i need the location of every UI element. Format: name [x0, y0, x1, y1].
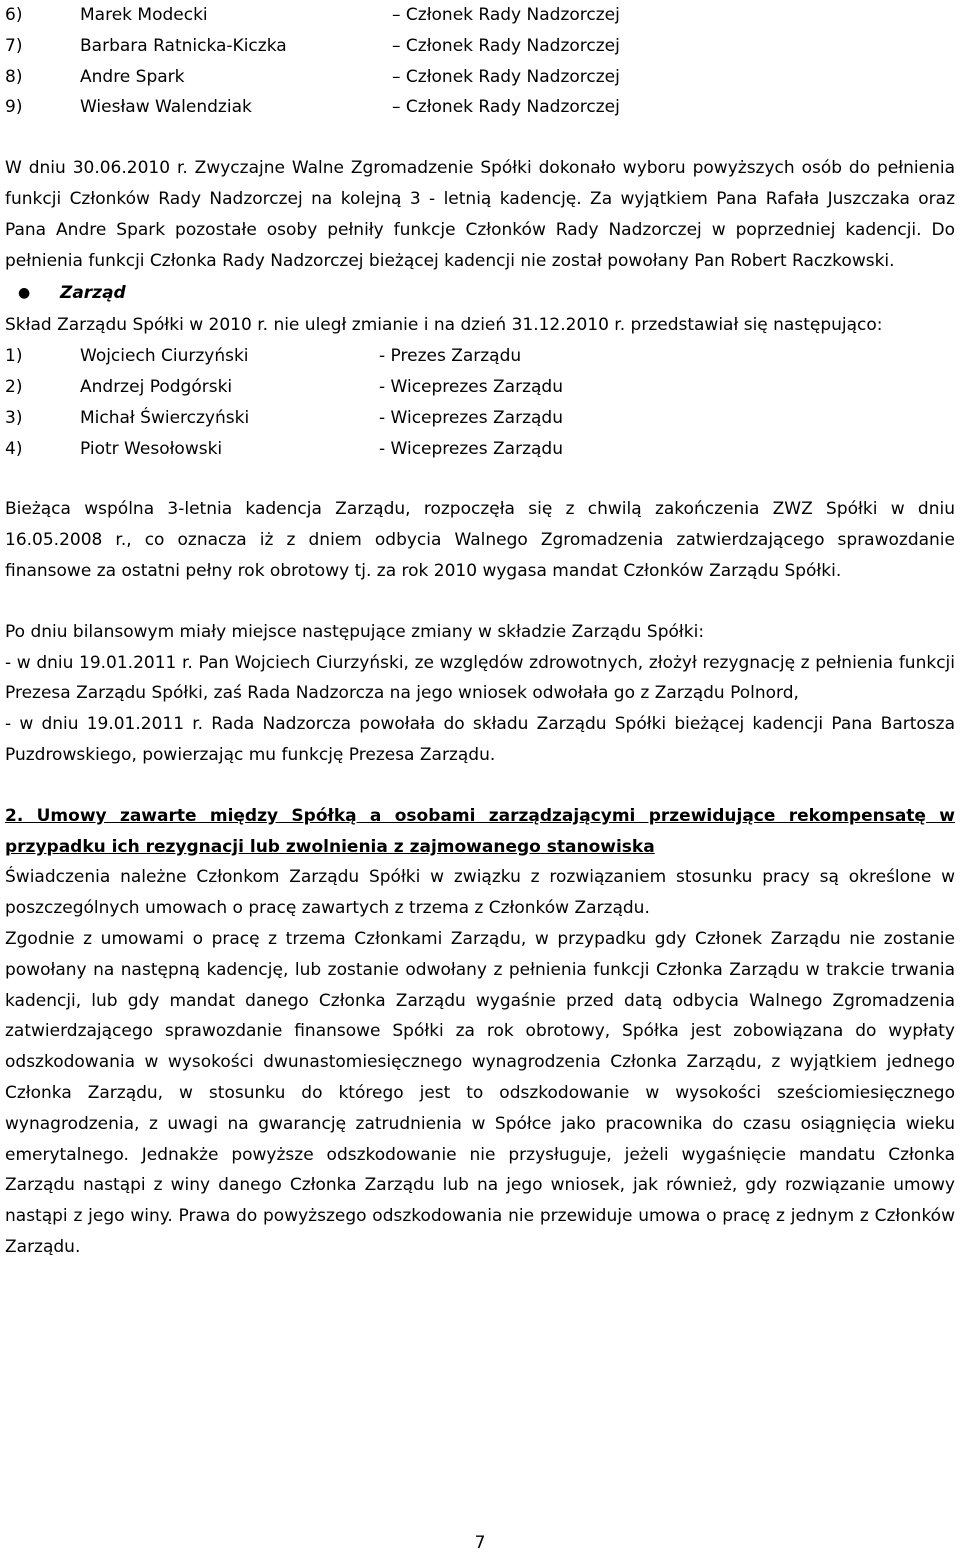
member-name: Piotr Wesołowski: [80, 438, 223, 459]
list-number: 9): [5, 97, 23, 118]
list-item: [5, 92, 955, 123]
member-name: Andrzej Podgórski: [80, 376, 233, 397]
member-role: – Członek Rady Nadzorczej: [392, 5, 620, 25]
list-number: 2): [5, 376, 23, 397]
member-role: - Prezes Zarządu: [379, 346, 522, 367]
member-role: - Wiceprezes Zarządu: [379, 376, 563, 397]
paragraph-rada-election: W dniu 30.06.2010 r. Zwyczajne Walne Zgromadzenie Spółki dokonało wyboru powyższych osób do pełnienia funkcji Członków Rady Nadzorczej na kolejną 3 - letnią kadencję. Za wyjątkiem Pana Rafała Juszczaka oraz Pana Andre Spark pozostałe osoby pełniły funkcje Członków Rady Nadzorczej w poprzedniej kadencji. Do pełnienia funkcji Członka Rady Nadzorczej bieżącej kadencji nie został powołany Pan Robert Raczkowski.: [5, 158, 955, 271]
member-role: – Członek Rady Nadzorczej: [392, 97, 620, 118]
paragraph-term: Bieżąca wspólna 3-letnia kadencja Zarządu, rozpoczęła się z chwilą zakończenia ZWZ Spółki w dniu 16.05.2008 r., co oznacza iż z dniem odbycia Walnego Zgromadzenia zatwierdzającego sprawozdanie finansowe za ostatni pełny rok obrotowy tj. za rok 2010 wygasa mandat Członków Zarządu Spółki.: [5, 499, 955, 581]
section-heading-zarzad: Zarząd: [60, 282, 126, 303]
bullet-heading-row: [5, 276, 955, 310]
paragraph-benefits: Świadczenia należne Członkom Zarządu Spółki w związku z rozwiązaniem stosunku pracy są określone w poszczególnych umowach o pracę zawartych z trzema z Członków Zarządu.: [5, 867, 955, 919]
member-role: - Wiceprezes Zarządu: [379, 407, 563, 428]
list-item: [5, 31, 955, 62]
list-item: [5, 434, 955, 465]
member-name: Michał Świerczyński: [80, 407, 250, 428]
management-list: [5, 341, 955, 464]
list-number: 7): [5, 35, 23, 56]
document-page: [5, 0, 955, 1263]
list-item: [5, 403, 955, 434]
paragraph-changes-intro: Po dniu bilansowym miały miejsce następujące zmiany w składzie Zarządu Spółki:: [5, 621, 705, 642]
list-number: 8): [5, 66, 23, 87]
member-name: Wojciech Ciurzyński: [80, 346, 249, 367]
list-item: [5, 0, 955, 31]
member-role: – Członek Rady Nadzorczej: [392, 66, 620, 87]
member-name: Wiesław Walendziak: [80, 97, 252, 118]
list-item: [5, 341, 955, 372]
list-number: 4): [5, 438, 23, 459]
list-item: [5, 372, 955, 403]
paragraph-change-2: - w dniu 19.01.2011 r. Rada Nadzorcza powołała do składu Zarządu Spółki bieżącej kadencji Pana Bartosza Puzdrowskiego, powierzając mu funkcję Prezesa Zarządu.: [5, 714, 955, 765]
list-item: [5, 62, 955, 93]
rada-list: [5, 0, 955, 123]
list-number: 6): [5, 5, 23, 25]
member-name: Andre Spark: [80, 66, 185, 87]
page-number: 7: [474, 1533, 486, 1553]
member-role: – Członek Rady Nadzorczej: [392, 35, 620, 56]
bullet-icon: ●: [18, 284, 31, 301]
section-2-title: 2. Umowy zawarte między Spółką a osobami zarządzającymi przewidujące rekompensatę w przypadku ich rezygnacji lub zwolnienia z zajmowanego stanowiska: [5, 805, 955, 857]
list-number: 3): [5, 407, 23, 428]
paragraph-management-composition: Skład Zarządu Spółki w 2010 r. nie uległ zmianie i na dzień 31.12.2010 r. przedstawiał się następująco:: [5, 315, 883, 336]
paragraph-change-1: - w dniu 19.01.2011 r. Pan Wojciech Ciurzyński, ze względów zdrowotnych, złożył rezygnację z pełnienia funkcji Prezesa Zarządu Spółki, zaś Rada Nadzorcza na jego wniosek odwołała go z Zarządu Polnord,: [5, 652, 955, 704]
member-name: Marek Modecki: [80, 5, 208, 25]
list-number: 1): [5, 346, 23, 367]
paragraph-compensation: Zgodnie z umowami o pracę z trzema Członkami Zarządu, w przypadku gdy Członek Zarządu nie zostanie powołany na następną kadencję, lub zostanie odwołany z pełnienia funkcji Członka Zarządu w trakcie trwania kadencji, lub gdy mandat danego Członka Zarządu wygaśnie przed datą odbycia Walnego Zgromadzenia zatwierdzającego sprawozdanie finansowe Spółki za rok obrotowy, Spółka jest zobowiązana do wypłaty odszkodowania w wysokości dwunastomiesięcznego wynagrodzenia Członka Zarządu, z wyjątkiem jednego Członka Zarządu, w stosunku do którego jest to odszkodowanie w wysokości sześciomiesięcznego wynagrodzenia, z uwagi na gwarancję zatrudnienia w Spółce jako pracownika do czasu osiągnięcia wieku emerytalnego. Jednakże powyższe odszkodowanie nie przysługuje, jeżeli wygaśnięcie mandatu Członka Zarządu nastąpi z winy danego Członka Zarządu lub na jego wniosek, jak również, gdy rozwiązanie umowy nastąpi z jego winy. Prawa do powyższego odszkodowania nie przewiduje umowa o pracę z jednym z Członków Zarządu.: [5, 928, 955, 1257]
member-name: Barbara Ratnicka-Kiczka: [80, 35, 287, 56]
member-role: - Wiceprezes Zarządu: [379, 438, 563, 459]
